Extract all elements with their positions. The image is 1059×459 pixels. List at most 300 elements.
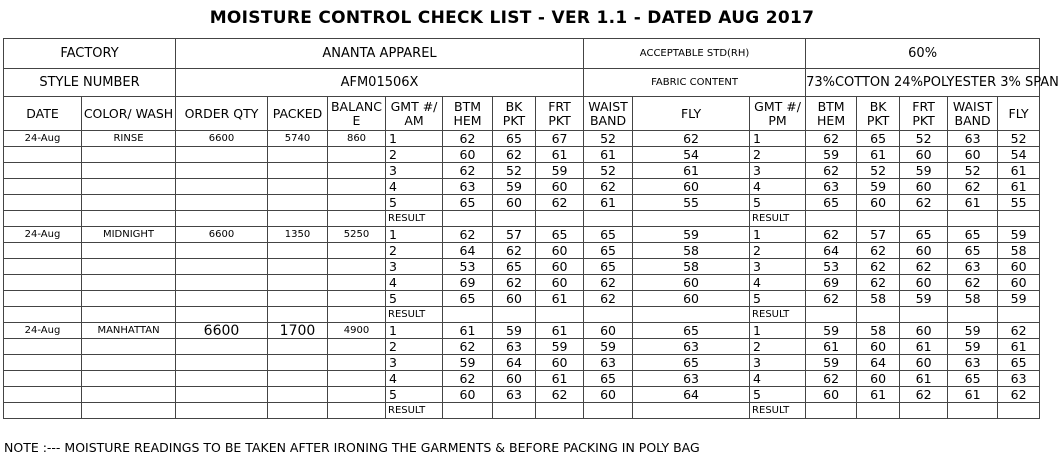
- btm-hem-pm-cell: 59: [806, 323, 857, 339]
- gmt-am-cell: 5: [386, 387, 443, 403]
- gmt-am-cell: 1: [386, 131, 443, 147]
- empty-cell: [176, 355, 268, 371]
- reading-row: [4, 387, 1040, 403]
- waist-band-am-cell: 63: [584, 355, 633, 371]
- frt-pkt-pm-cell: 65: [900, 227, 948, 243]
- reading-row: [4, 371, 1040, 387]
- frt-pkt-pm-cell: 60: [900, 275, 948, 291]
- empty-cell: [268, 403, 328, 419]
- waist-band-pm-cell: 61: [948, 195, 998, 211]
- bk-pkt-pm-cell: 58: [857, 323, 900, 339]
- order-qty-cell: 6600: [176, 323, 268, 339]
- frt-pkt-pm-cell: 62: [900, 195, 948, 211]
- bk-pkt-am-cell: 59: [493, 323, 536, 339]
- bk-pkt-am-cell: 60: [493, 291, 536, 307]
- fly-pm-cell: 60: [998, 275, 1040, 291]
- gmt-pm-cell: 3: [750, 259, 806, 275]
- empty-cell: [176, 259, 268, 275]
- fly-am-cell: 55: [633, 195, 750, 211]
- bk-pkt-am-cell: 62: [493, 275, 536, 291]
- empty-cell: [176, 291, 268, 307]
- frt-pkt-pm-cell: 61: [900, 371, 948, 387]
- empty-cell: [176, 195, 268, 211]
- empty-cell: [328, 179, 386, 195]
- factory-label: FACTORY: [4, 39, 176, 69]
- empty-cell: [82, 403, 176, 419]
- waist-band-pm-cell: 65: [948, 243, 998, 259]
- waist-band-pm-cell: 63: [948, 259, 998, 275]
- color-wash-cell: MANHATTAN: [82, 323, 176, 339]
- reading-row: [4, 131, 1040, 147]
- btm-hem-pm-cell: 63: [806, 179, 857, 195]
- fly-pm-cell: 59: [998, 291, 1040, 307]
- result-am-cell: [443, 211, 493, 227]
- gmt-pm-cell: 1: [750, 131, 806, 147]
- bk-pkt-pm-cell: 58: [857, 291, 900, 307]
- fly-am-cell: 60: [633, 275, 750, 291]
- waist-band-am-cell: 52: [584, 163, 633, 179]
- frt-pkt-pm-cell: 59: [900, 291, 948, 307]
- btm-hem-am-cell: 62: [443, 371, 493, 387]
- waist-band-am-cell: 65: [584, 259, 633, 275]
- order-qty-cell: 6600: [176, 131, 268, 147]
- bk-pkt-am-cell: 59: [493, 179, 536, 195]
- fly-pm-cell: 63: [998, 371, 1040, 387]
- empty-cell: [4, 307, 82, 323]
- empty-cell: [328, 259, 386, 275]
- empty-cell: [268, 211, 328, 227]
- waist-band-am-cell: 65: [584, 227, 633, 243]
- empty-cell: [4, 387, 82, 403]
- btm-hem-pm-cell: 62: [806, 227, 857, 243]
- result-pm-cell: [806, 307, 857, 323]
- empty-cell: [82, 147, 176, 163]
- bk-pkt-am-cell: 64: [493, 355, 536, 371]
- fabric-content-value: 73%COTTON 24%POLYESTER 3% SPAN: [806, 69, 1040, 97]
- gmt-am-cell: 2: [386, 243, 443, 259]
- gmt-am-cell: 2: [386, 147, 443, 163]
- result-pm-cell: [857, 307, 900, 323]
- empty-cell: [82, 371, 176, 387]
- empty-cell: [176, 243, 268, 259]
- waist-band-pm-cell: 59: [948, 323, 998, 339]
- col-order-qty: ORDER QTY: [176, 97, 268, 131]
- result-row: [4, 403, 1040, 419]
- frt-pkt-pm-cell: 59: [900, 163, 948, 179]
- frt-pkt-am-cell: 60: [536, 275, 584, 291]
- frt-pkt-am-cell: 59: [536, 339, 584, 355]
- empty-cell: [82, 163, 176, 179]
- waist-band-am-cell: 65: [584, 371, 633, 387]
- result-pm-cell: [998, 307, 1040, 323]
- bk-pkt-pm-cell: 62: [857, 259, 900, 275]
- frt-pkt-am-cell: 61: [536, 371, 584, 387]
- packed-cell: 1350: [268, 227, 328, 243]
- waist-band-am-cell: 60: [584, 323, 633, 339]
- empty-cell: [268, 339, 328, 355]
- waist-band-pm-cell: 65: [948, 227, 998, 243]
- empty-cell: [176, 275, 268, 291]
- bk-pkt-am-cell: 62: [493, 243, 536, 259]
- waist-band-am-cell: 52: [584, 131, 633, 147]
- fly-pm-cell: 58: [998, 243, 1040, 259]
- waist-band-pm-cell: 59: [948, 339, 998, 355]
- waist-band-am-cell: 60: [584, 387, 633, 403]
- empty-cell: [328, 291, 386, 307]
- empty-cell: [328, 275, 386, 291]
- balance-cell: 5250: [328, 227, 386, 243]
- empty-cell: [4, 291, 82, 307]
- result-am-cell: [584, 403, 633, 419]
- btm-hem-am-cell: 60: [443, 147, 493, 163]
- gmt-pm-cell: 2: [750, 339, 806, 355]
- col-bk-pkt-am: BK PKT: [493, 97, 536, 131]
- col-color-wash: COLOR/ WASH: [82, 97, 176, 131]
- bk-pkt-am-cell: 60: [493, 371, 536, 387]
- result-label-pm: RESULT: [750, 307, 806, 323]
- empty-cell: [4, 403, 82, 419]
- bk-pkt-pm-cell: 60: [857, 371, 900, 387]
- result-pm-cell: [857, 211, 900, 227]
- gmt-am-cell: 4: [386, 371, 443, 387]
- frt-pkt-am-cell: 61: [536, 291, 584, 307]
- reading-row: [4, 355, 1040, 371]
- style-number-label: STYLE NUMBER: [4, 69, 176, 97]
- frt-pkt-pm-cell: 60: [900, 355, 948, 371]
- frt-pkt-am-cell: 61: [536, 147, 584, 163]
- empty-cell: [4, 195, 82, 211]
- col-frt-pkt-am: FRT PKT: [536, 97, 584, 131]
- frt-pkt-pm-cell: 61: [900, 339, 948, 355]
- fly-am-cell: 58: [633, 259, 750, 275]
- empty-cell: [328, 355, 386, 371]
- waist-band-am-cell: 62: [584, 179, 633, 195]
- bk-pkt-pm-cell: 62: [857, 275, 900, 291]
- gmt-am-cell: 4: [386, 179, 443, 195]
- bk-pkt-pm-cell: 57: [857, 227, 900, 243]
- gmt-pm-cell: 4: [750, 371, 806, 387]
- gmt-pm-cell: 3: [750, 355, 806, 371]
- btm-hem-pm-cell: 59: [806, 355, 857, 371]
- result-pm-cell: [998, 403, 1040, 419]
- col-gmt-pm: GMT #/ PM: [750, 97, 806, 131]
- empty-cell: [268, 195, 328, 211]
- btm-hem-am-cell: 62: [443, 339, 493, 355]
- balance-cell: 4900: [328, 323, 386, 339]
- reading-row: [4, 147, 1040, 163]
- btm-hem-pm-cell: 65: [806, 195, 857, 211]
- empty-cell: [82, 211, 176, 227]
- btm-hem-am-cell: 62: [443, 131, 493, 147]
- empty-cell: [4, 243, 82, 259]
- bk-pkt-am-cell: 60: [493, 195, 536, 211]
- result-am-cell: [443, 403, 493, 419]
- btm-hem-pm-cell: 62: [806, 371, 857, 387]
- bk-pkt-am-cell: 63: [493, 339, 536, 355]
- btm-hem-pm-cell: 69: [806, 275, 857, 291]
- result-am-cell: [633, 403, 750, 419]
- result-am-cell: [536, 403, 584, 419]
- col-gmt-am: GMT #/ AM: [386, 97, 443, 131]
- empty-cell: [176, 147, 268, 163]
- frt-pkt-am-cell: 61: [536, 323, 584, 339]
- empty-cell: [176, 307, 268, 323]
- empty-cell: [328, 243, 386, 259]
- gmt-am-cell: 4: [386, 275, 443, 291]
- empty-cell: [82, 243, 176, 259]
- fly-am-cell: 64: [633, 387, 750, 403]
- reading-row: [4, 195, 1040, 211]
- gmt-am-cell: 3: [386, 163, 443, 179]
- btm-hem-pm-cell: 62: [806, 131, 857, 147]
- waist-band-pm-cell: 65: [948, 371, 998, 387]
- btm-hem-am-cell: 61: [443, 323, 493, 339]
- col-date: DATE: [4, 97, 82, 131]
- waist-band-am-cell: 59: [584, 339, 633, 355]
- reading-row: [4, 179, 1040, 195]
- empty-cell: [4, 259, 82, 275]
- frt-pkt-am-cell: 62: [536, 195, 584, 211]
- empty-cell: [4, 339, 82, 355]
- frt-pkt-am-cell: 62: [536, 387, 584, 403]
- empty-cell: [176, 403, 268, 419]
- moisture-checklist-table: [3, 38, 1059, 419]
- reading-row: [4, 227, 1040, 243]
- gmt-am-cell: 1: [386, 323, 443, 339]
- gmt-pm-cell: 4: [750, 275, 806, 291]
- bk-pkt-am-cell: 63: [493, 387, 536, 403]
- col-btm-hem-pm: BTM HEM: [806, 97, 857, 131]
- btm-hem-am-cell: 65: [443, 195, 493, 211]
- bk-pkt-pm-cell: 60: [857, 195, 900, 211]
- frt-pkt-am-cell: 60: [536, 259, 584, 275]
- waist-band-pm-cell: 62: [948, 179, 998, 195]
- empty-cell: [328, 387, 386, 403]
- frt-pkt-am-cell: 59: [536, 163, 584, 179]
- result-pm-cell: [900, 211, 948, 227]
- empty-cell: [82, 307, 176, 323]
- empty-cell: [328, 195, 386, 211]
- result-am-cell: [536, 307, 584, 323]
- btm-hem-pm-cell: 62: [806, 163, 857, 179]
- bk-pkt-pm-cell: 64: [857, 355, 900, 371]
- gmt-am-cell: 5: [386, 195, 443, 211]
- empty-cell: [328, 339, 386, 355]
- gmt-pm-cell: 3: [750, 163, 806, 179]
- waist-band-am-cell: 61: [584, 195, 633, 211]
- empty-cell: [4, 211, 82, 227]
- empty-cell: [268, 291, 328, 307]
- result-label-pm: RESULT: [750, 403, 806, 419]
- frt-pkt-pm-cell: 60: [900, 323, 948, 339]
- result-am-cell: [584, 307, 633, 323]
- gmt-pm-cell: 1: [750, 323, 806, 339]
- fabric-content-label: FABRIC CONTENT: [584, 69, 806, 97]
- empty-cell: [176, 371, 268, 387]
- frt-pkt-pm-cell: 60: [900, 179, 948, 195]
- waist-band-pm-cell: 62: [948, 275, 998, 291]
- date-cell: 24-Aug: [4, 323, 82, 339]
- empty-cell: [268, 307, 328, 323]
- result-am-cell: [536, 211, 584, 227]
- reading-row: [4, 243, 1040, 259]
- reading-row: [4, 339, 1040, 355]
- empty-cell: [268, 243, 328, 259]
- result-pm-cell: [857, 403, 900, 419]
- empty-cell: [176, 179, 268, 195]
- result-am-cell: [633, 307, 750, 323]
- frt-pkt-pm-cell: 52: [900, 131, 948, 147]
- btm-hem-pm-cell: 61: [806, 339, 857, 355]
- gmt-am-cell: 3: [386, 355, 443, 371]
- acceptable-std-label: ACCEPTABLE STD(RH): [584, 39, 806, 69]
- gmt-am-cell: 5: [386, 291, 443, 307]
- fly-pm-cell: 59: [998, 227, 1040, 243]
- result-pm-cell: [900, 307, 948, 323]
- waist-band-am-cell: 62: [584, 275, 633, 291]
- waist-band-pm-cell: 63: [948, 131, 998, 147]
- col-waist-band-pm: WAIST BAND: [948, 97, 998, 131]
- empty-cell: [328, 403, 386, 419]
- empty-cell: [328, 211, 386, 227]
- fly-am-cell: 54: [633, 147, 750, 163]
- btm-hem-am-cell: 63: [443, 179, 493, 195]
- gmt-pm-cell: 2: [750, 147, 806, 163]
- empty-cell: [176, 211, 268, 227]
- reading-row: [4, 275, 1040, 291]
- empty-cell: [176, 387, 268, 403]
- btm-hem-am-cell: 65: [443, 291, 493, 307]
- empty-cell: [176, 163, 268, 179]
- fly-pm-cell: 61: [998, 339, 1040, 355]
- date-cell: 24-Aug: [4, 227, 82, 243]
- gmt-am-cell: 2: [386, 339, 443, 355]
- empty-cell: [268, 387, 328, 403]
- result-am-cell: [584, 211, 633, 227]
- col-fly-am: FLY: [633, 97, 750, 131]
- frt-pkt-am-cell: 60: [536, 179, 584, 195]
- fly-pm-cell: 65: [998, 355, 1040, 371]
- frt-pkt-am-cell: 60: [536, 355, 584, 371]
- reading-row: [4, 323, 1040, 339]
- empty-cell: [4, 163, 82, 179]
- fly-am-cell: 61: [633, 163, 750, 179]
- empty-cell: [176, 339, 268, 355]
- fly-am-cell: 60: [633, 179, 750, 195]
- fly-am-cell: 58: [633, 243, 750, 259]
- packed-cell: 1700: [268, 323, 328, 339]
- result-pm-cell: [998, 211, 1040, 227]
- fly-pm-cell: 54: [998, 147, 1040, 163]
- waist-band-pm-cell: 63: [948, 355, 998, 371]
- fly-am-cell: 65: [633, 355, 750, 371]
- empty-cell: [4, 275, 82, 291]
- empty-cell: [328, 307, 386, 323]
- reading-row: [4, 163, 1040, 179]
- fly-pm-cell: 52: [998, 131, 1040, 147]
- result-label-am: RESULT: [386, 403, 443, 419]
- bk-pkt-pm-cell: 59: [857, 179, 900, 195]
- btm-hem-pm-cell: 62: [806, 291, 857, 307]
- result-am-cell: [443, 307, 493, 323]
- empty-cell: [328, 371, 386, 387]
- empty-cell: [268, 259, 328, 275]
- bk-pkt-am-cell: 57: [493, 227, 536, 243]
- col-packed: PACKED: [268, 97, 328, 131]
- bk-pkt-pm-cell: 61: [857, 387, 900, 403]
- fly-pm-cell: 55: [998, 195, 1040, 211]
- waist-band-pm-cell: 60: [948, 147, 998, 163]
- result-pm-cell: [948, 307, 998, 323]
- waist-band-am-cell: 65: [584, 243, 633, 259]
- waist-band-am-cell: 61: [584, 147, 633, 163]
- color-wash-cell: RINSE: [82, 131, 176, 147]
- result-pm-cell: [806, 403, 857, 419]
- col-bk-pkt-pm: BK PKT: [857, 97, 900, 131]
- fly-am-cell: 63: [633, 339, 750, 355]
- empty-cell: [268, 163, 328, 179]
- empty-cell: [268, 371, 328, 387]
- btm-hem-am-cell: 62: [443, 163, 493, 179]
- frt-pkt-am-cell: 67: [536, 131, 584, 147]
- gmt-pm-cell: 4: [750, 179, 806, 195]
- col-waist-band-am: WAIST BAND: [584, 97, 633, 131]
- empty-cell: [82, 387, 176, 403]
- date-cell: 24-Aug: [4, 131, 82, 147]
- result-label-pm: RESULT: [750, 211, 806, 227]
- fly-am-cell: 60: [633, 291, 750, 307]
- btm-hem-pm-cell: 60: [806, 387, 857, 403]
- fly-pm-cell: 60: [998, 259, 1040, 275]
- result-am-cell: [633, 211, 750, 227]
- frt-pkt-pm-cell: 60: [900, 243, 948, 259]
- col-frt-pkt-pm: FRT PKT: [900, 97, 948, 131]
- packed-cell: 5740: [268, 131, 328, 147]
- frt-pkt-pm-cell: 62: [900, 387, 948, 403]
- gmt-pm-cell: 5: [750, 387, 806, 403]
- bk-pkt-am-cell: 65: [493, 131, 536, 147]
- waist-band-pm-cell: 52: [948, 163, 998, 179]
- result-am-cell: [493, 211, 536, 227]
- bk-pkt-am-cell: 65: [493, 259, 536, 275]
- gmt-pm-cell: 5: [750, 291, 806, 307]
- btm-hem-am-cell: 53: [443, 259, 493, 275]
- gmt-am-cell: 1: [386, 227, 443, 243]
- btm-hem-am-cell: 64: [443, 243, 493, 259]
- empty-cell: [82, 291, 176, 307]
- fly-am-cell: 65: [633, 323, 750, 339]
- waist-band-pm-cell: 58: [948, 291, 998, 307]
- empty-cell: [82, 259, 176, 275]
- page-title: MOISTURE CONTROL CHECK LIST - VER 1.1 - DATED AUG 2017: [209, 8, 815, 28]
- empty-cell: [328, 163, 386, 179]
- empty-cell: [4, 179, 82, 195]
- btm-hem-pm-cell: 64: [806, 243, 857, 259]
- empty-cell: [4, 147, 82, 163]
- result-pm-cell: [900, 403, 948, 419]
- factory-value: ANANTA APPAREL: [176, 39, 584, 69]
- gmt-pm-cell: 5: [750, 195, 806, 211]
- empty-cell: [4, 355, 82, 371]
- waist-band-pm-cell: 61: [948, 387, 998, 403]
- gmt-pm-cell: 1: [750, 227, 806, 243]
- result-pm-cell: [948, 403, 998, 419]
- result-pm-cell: [948, 211, 998, 227]
- acceptable-std-value: 60%: [806, 39, 1040, 69]
- bk-pkt-am-cell: 52: [493, 163, 536, 179]
- col-balance: BALANC E: [328, 97, 386, 131]
- balance-cell: 860: [328, 131, 386, 147]
